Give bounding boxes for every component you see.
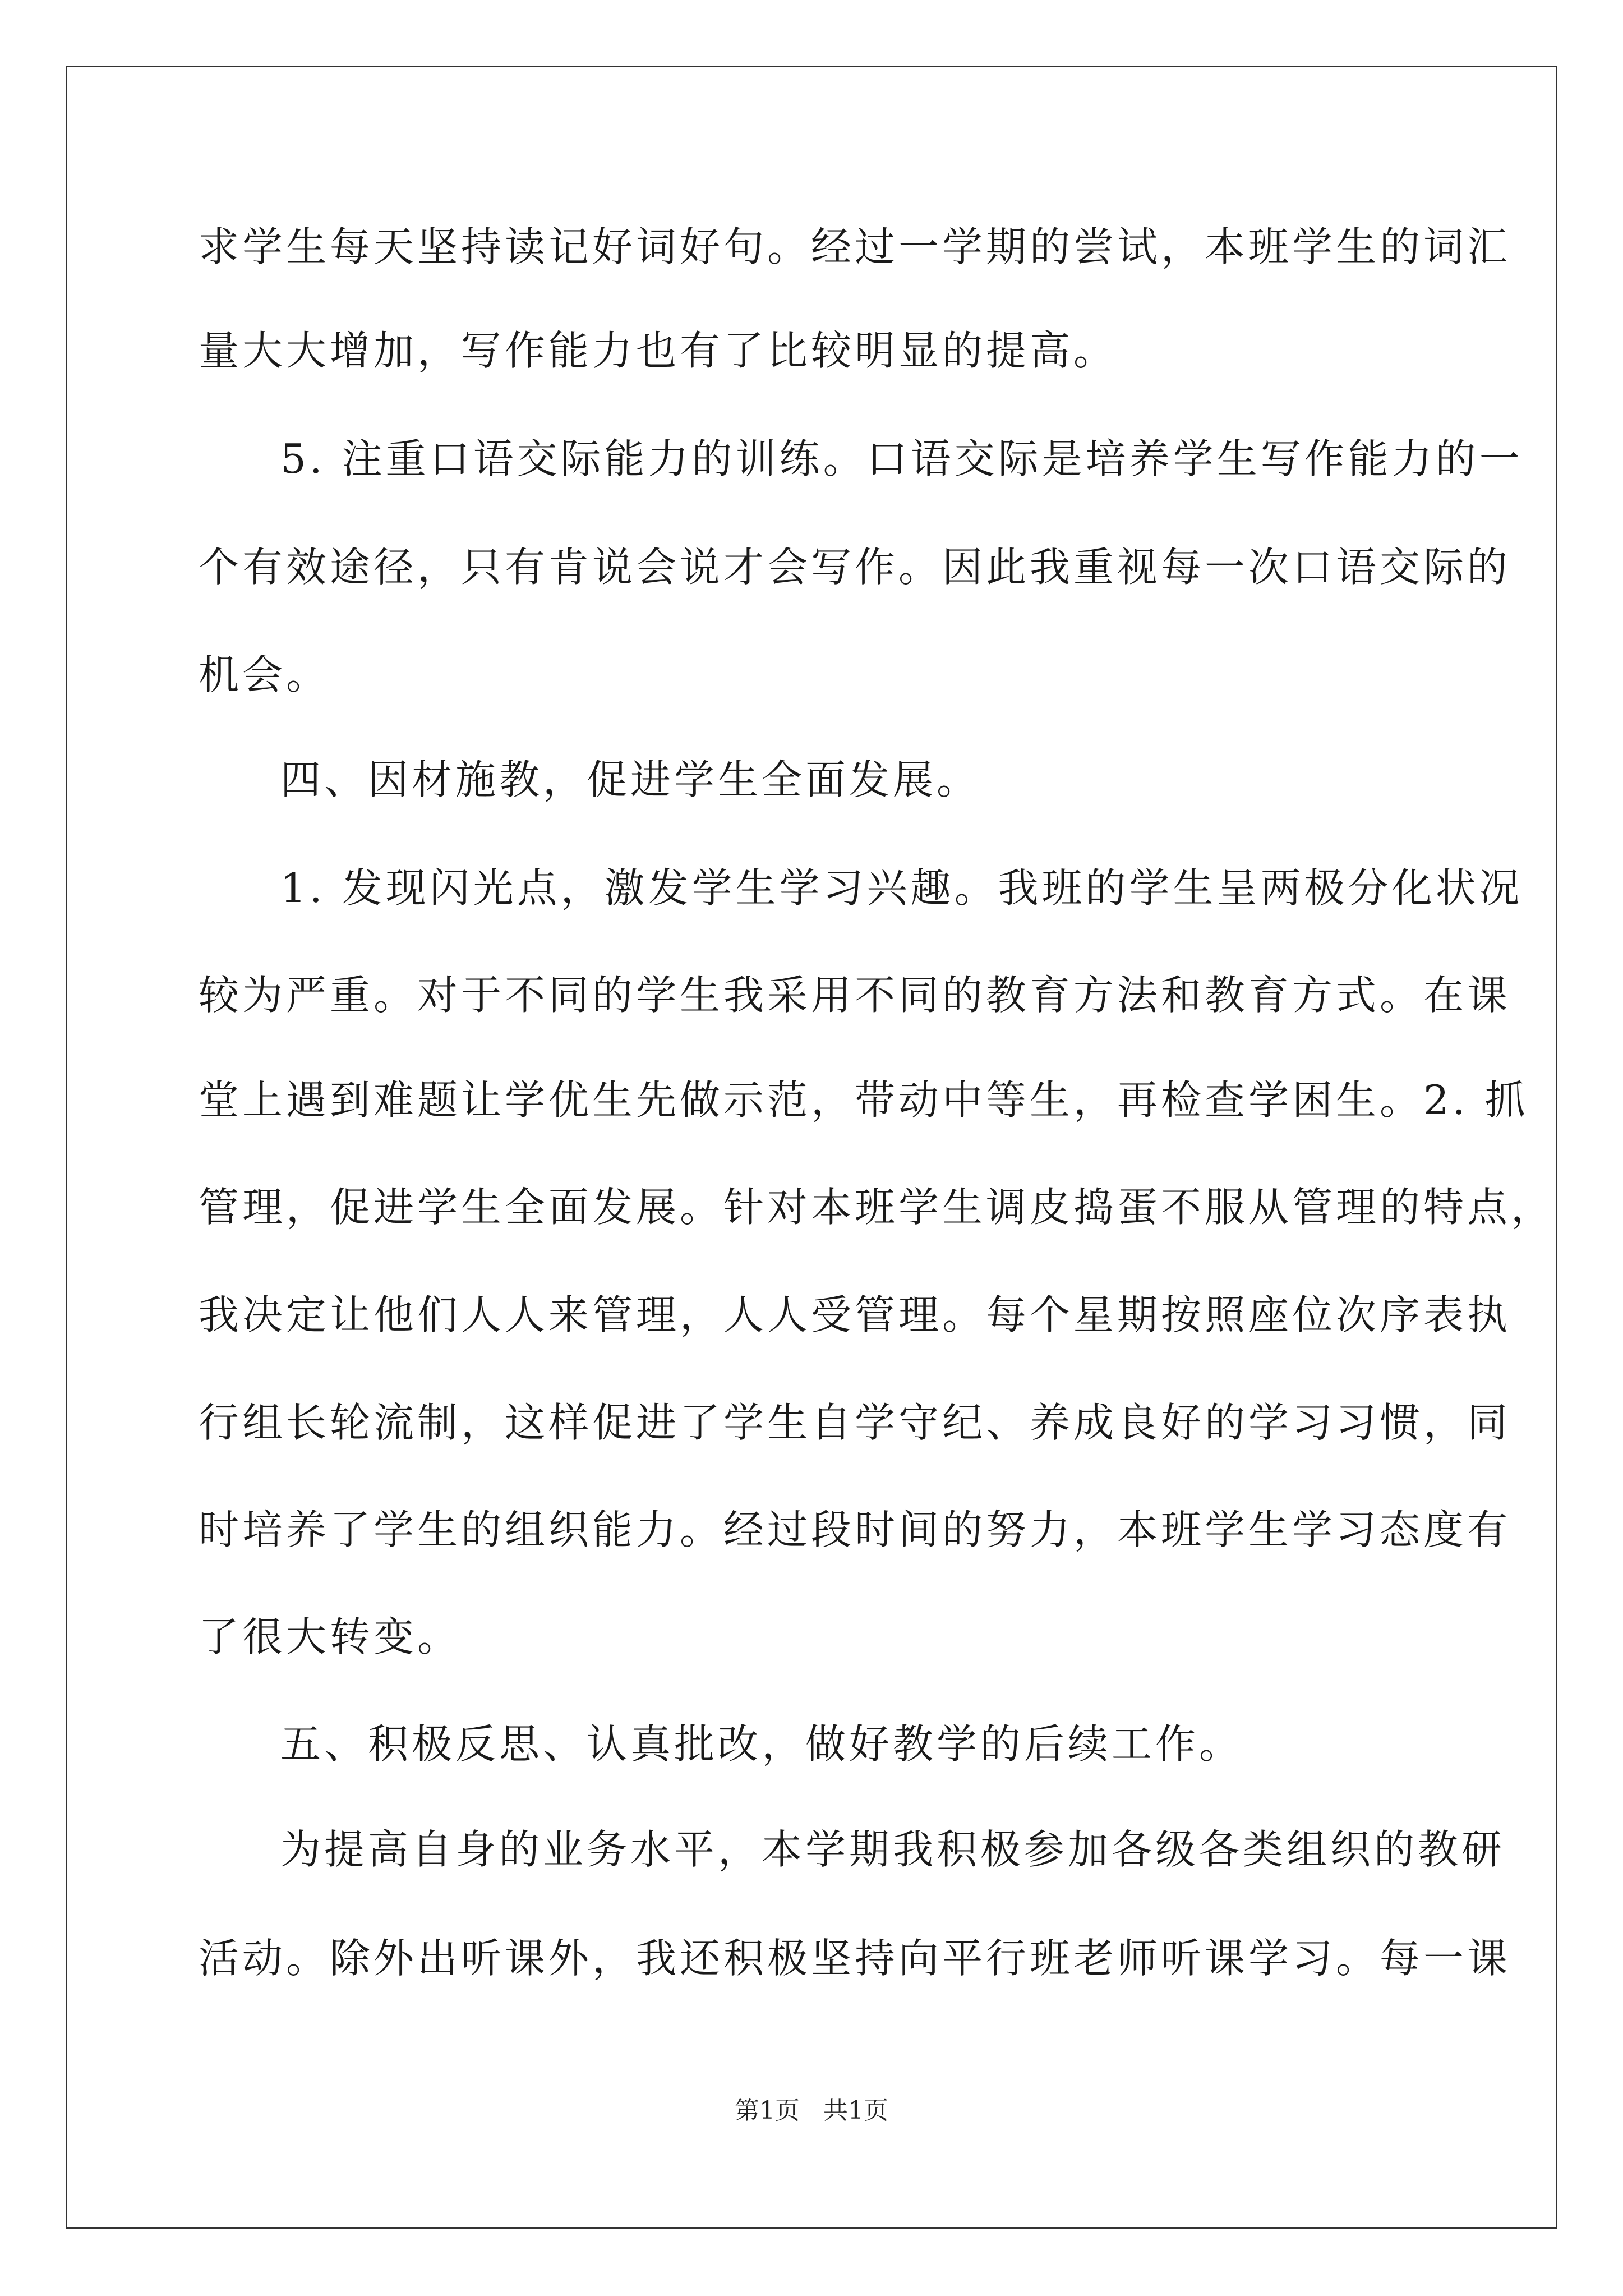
section-heading: 五、积极反思、认真批改，做好教学的后续工作。 [280,1720,1243,1768]
page-border [66,66,1557,2229]
text-line: 我决定让他们人人来管理，人人受管理。每个星期按照座位次序表执 [199,1291,1511,1338]
page-number-current: 第1页 [735,2096,800,2125]
text-line: 时培养了学生的组织能力。经过段时间的努力，本班学生学习态度有 [199,1506,1511,1553]
text-line: 5. 注重口语交际能力的训练。口语交际是培养学生写作能力的一 [280,435,1523,482]
text-line: 堂上遇到难题让学优生先做示范，带动中等生，再检查学困生。2. 抓 [199,1076,1529,1124]
section-heading: 四、因材施教，促进学生全面发展。 [280,756,981,803]
text-line: 行组长轮流制，这样促进了学生自学守纪、养成良好的学习习惯，同 [199,1399,1511,1446]
text-line: 较为严重。对于不同的学生我采用不同的教育方法和教育方式。在课 [199,972,1511,1019]
page-number-total: 共1页 [823,2096,888,2125]
text-line: 个有效途径，只有肯说会说才会写作。因此我重视每一次口语交际的 [199,544,1511,591]
text-line: 量大大增加，写作能力也有了比较明显的提高。 [199,327,1118,374]
text-line: 机会。 [199,651,330,698]
text-line: 了很大转变。 [199,1613,462,1660]
text-line: 1. 发现闪光点，激发学生学习兴趣。我班的学生呈两极分化状况 [280,864,1523,912]
page-footer [0,2095,1623,2127]
text-line: 为提高自身的业务水平，本学期我积极参加各级各类组织的教研 [280,1826,1506,1873]
text-line: 求学生每天坚持读记好词好句。经过一学期的尝试，本班学生的词汇 [199,223,1511,270]
text-line: 管理，促进学生全面发展。针对本班学生调皮捣蛋不服从管理的特点， [199,1184,1555,1231]
text-line: 活动。除外出听课外，我还积极坚持向平行班老师听课学习。每一课 [199,1935,1511,1982]
